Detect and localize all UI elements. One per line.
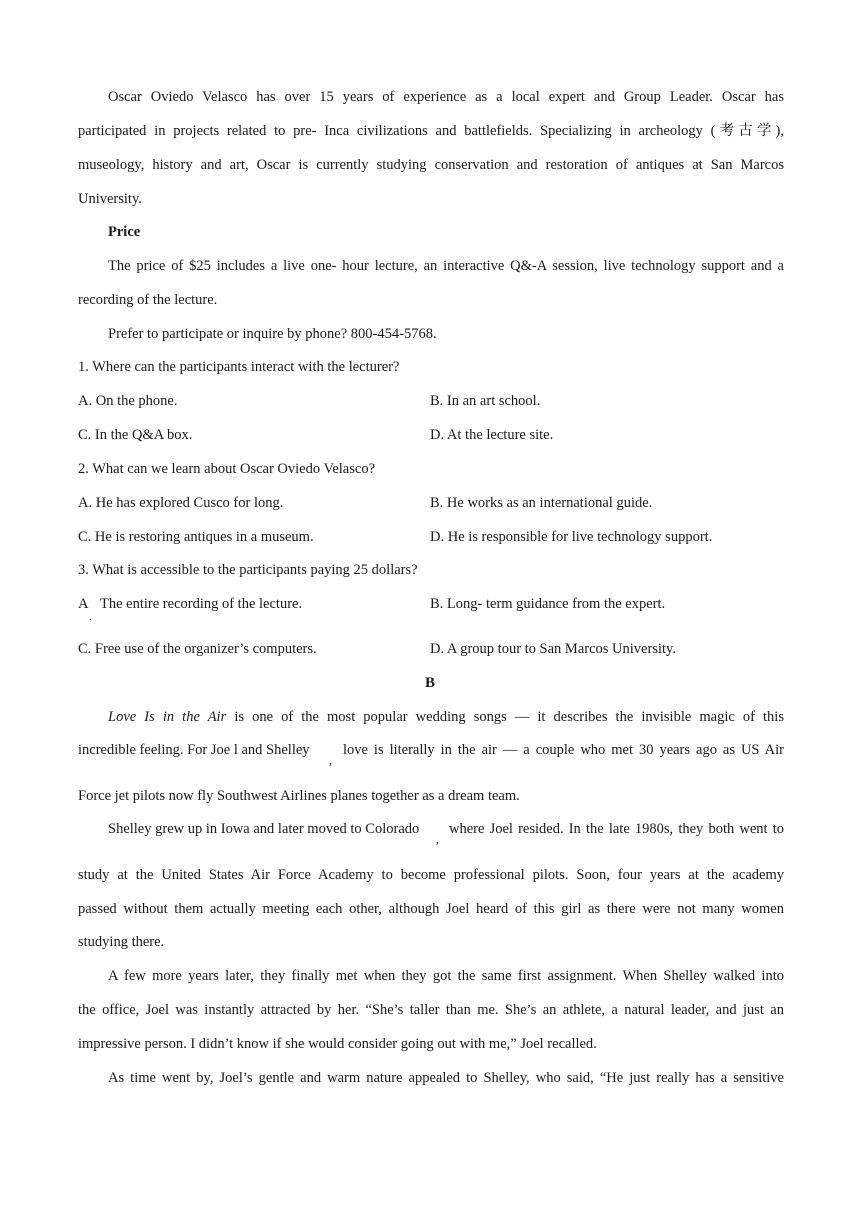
section-b-p1-line-1-text: is one of the most popular wedding songs — it describes the invisible magic of this	[226, 709, 784, 725]
question-2-option-c: C. He is restoring antiques in a museum.	[78, 529, 314, 545]
section-b-p2-line-3: passed without them actually meeting each other, although Joel heard of this girl as there were not many women	[78, 901, 784, 917]
section-b-p1-line-2a: incredible feeling. For Joe l and Shelley	[78, 742, 310, 758]
question-2-option-a: A. He has explored Cusco for long.	[78, 495, 284, 511]
question-1-option-a: A. On the phone.	[78, 393, 178, 409]
song-title: Love Is in the Air	[108, 709, 227, 725]
section-b-p2-comma: ,	[436, 832, 439, 846]
price-phone: Prefer to participate or inquire by phone? 800-454-5768.	[108, 326, 437, 342]
section-b-heading: B	[424, 675, 435, 691]
section-b-p1-line-2b: love is literally in the air — a couple who met 30 years ago as US Air	[343, 742, 784, 758]
question-1-option-c: C. In the Q&A box.	[78, 427, 193, 443]
section-b-p2-line-1a: Shelley grew up in Iowa and later moved to Colorado	[108, 821, 420, 837]
section-b-p3-line-3: impressive person. I didn’t know if she would consider going out with me,” Joel recalled.	[78, 1036, 597, 1052]
question-3-option-a: The entire recording of the lecture.	[100, 596, 303, 612]
question-2-stem: 2. What can we learn about Oscar Oviedo Velasco?	[78, 461, 376, 477]
question-1-stem: 1. Where can the participants interact with the lecturer?	[78, 359, 400, 375]
price-heading: Price	[108, 224, 141, 240]
section-b-p2-line-4: studying there.	[78, 934, 165, 950]
section-b-p2-line-2: study at the United States Air Force Academy to become professional pilots. Soon, four years at the academy	[78, 867, 784, 883]
price-line-2: recording of the lecture.	[78, 292, 218, 308]
intro-line-1: Oscar Oviedo Velasco has over 15 years of experience as a local expert and Group Leader. Oscar has	[108, 89, 784, 105]
intro-line-2: participated in projects related to pre- Inca civilizations and battlefields. Specializing in archeology (考古学),	[78, 123, 784, 139]
question-1-option-d: D. At the lecture site.	[430, 427, 554, 443]
question-3-option-a-dot: .	[89, 609, 92, 623]
section-b-p1-line-1	[108, 707, 784, 727]
question-2-option-d: D. He is responsible for live technology support.	[430, 529, 713, 545]
question-3-option-b: B. Long- term guidance from the expert.	[430, 596, 666, 612]
section-b-p1-comma: ,	[329, 753, 332, 767]
question-3-stem: 3. What is accessible to the participants paying 25 dollars?	[78, 562, 418, 578]
intro-line-4: University.	[78, 191, 142, 207]
section-b-p2-line-1b: where Joel resided. In the late 1980s, they both went to	[449, 821, 784, 837]
question-1-option-b: B. In an art school.	[430, 393, 541, 409]
price-line-1: The price of $25 includes a live one- hour lecture, an interactive Q&-A session, live technology support and a	[108, 258, 784, 274]
section-b-p4-line-1: As time went by, Joel’s gentle and warm nature appealed to Shelley, who said, “He just really has a sensitive	[108, 1070, 784, 1086]
question-3-option-c: C. Free use of the organizer’s computers.	[78, 641, 317, 657]
intro-line-3: museology, history and art, Oscar is currently studying conservation and restoration of antiques at San Marcos	[78, 157, 784, 173]
question-3-option-a-letter: A	[78, 596, 89, 612]
section-b-p3-line-2: the office, Joel was instantly attracted by her. “She’s taller than me. She’s an athlete, a natural leader, and just an	[78, 1002, 784, 1018]
section-b-p1-line-3: Force jet pilots now fly Southwest Airlines planes together as a dream team.	[78, 788, 520, 804]
question-2-option-b: B. He works as an international guide.	[430, 495, 653, 511]
question-3-option-d: D. A group tour to San Marcos University.	[430, 641, 676, 657]
section-b-p3-line-1: A few more years later, they finally met when they got the same first assignment. When Shelley walked into	[108, 968, 784, 984]
